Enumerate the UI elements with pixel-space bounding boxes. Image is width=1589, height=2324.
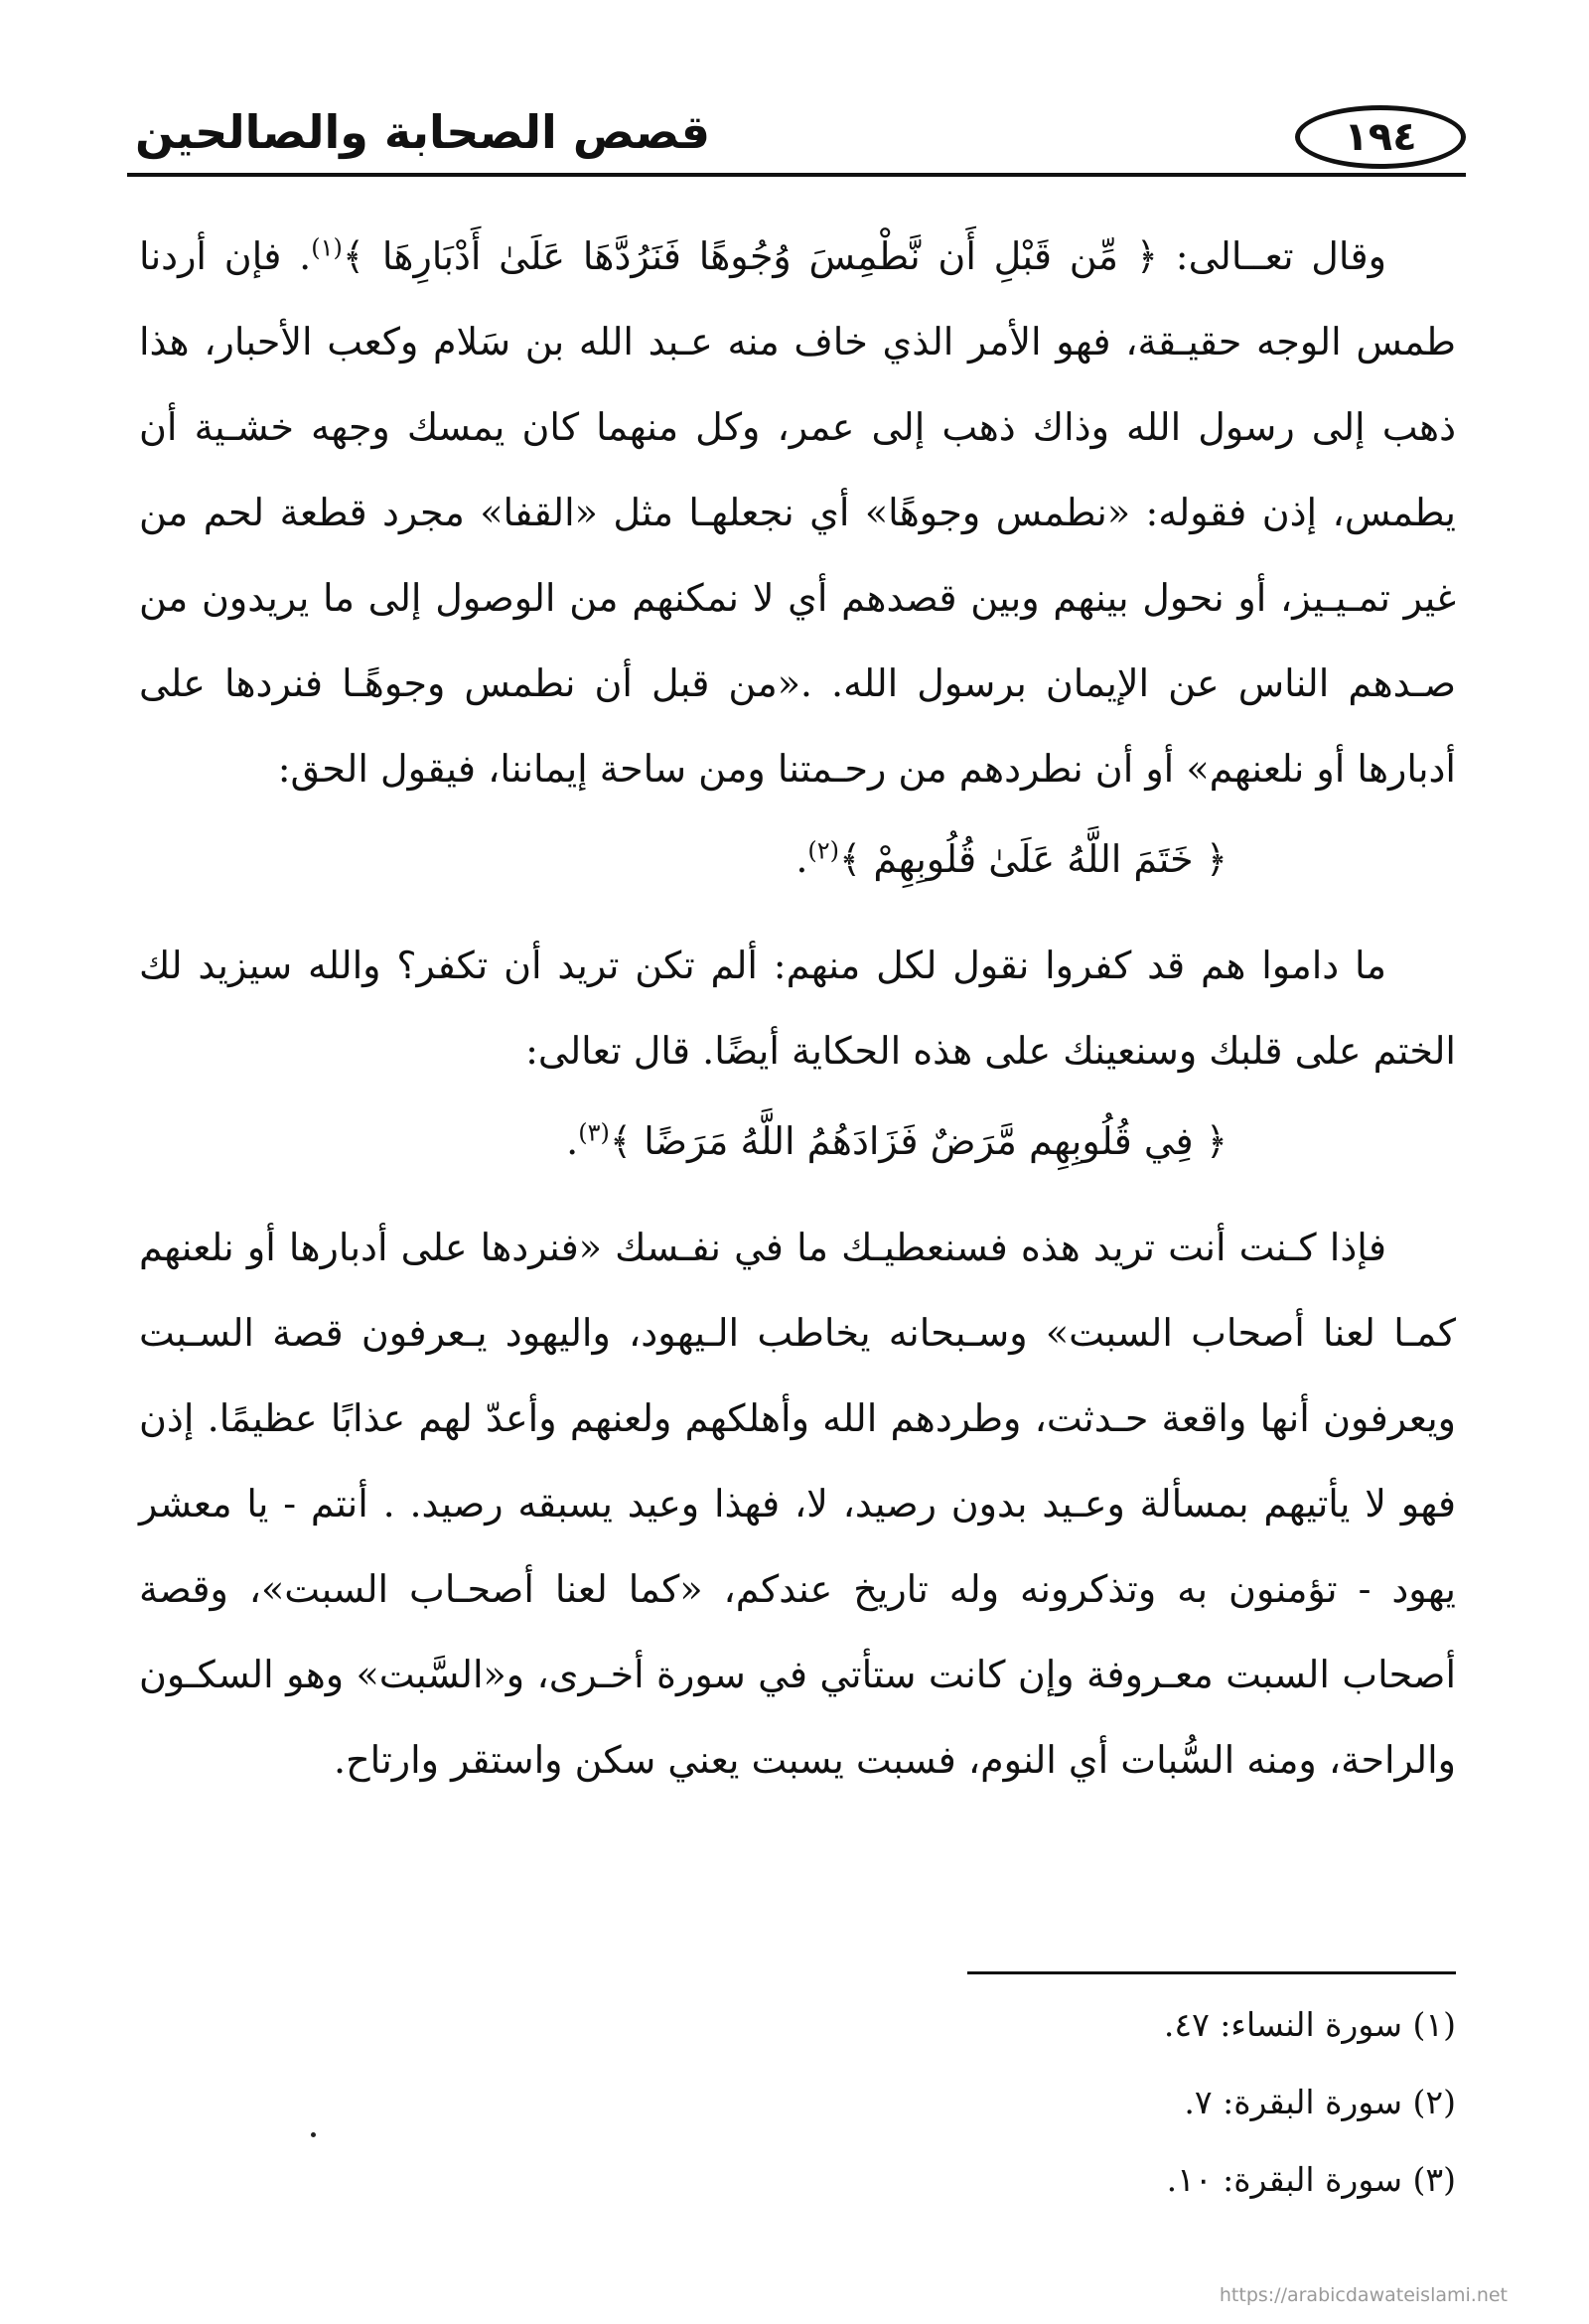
- verse-block-2: [139, 1101, 1456, 1181]
- footnotes: [661, 1986, 1456, 2219]
- running-book-title: قصص الصحابة والصالحين: [135, 105, 711, 159]
- verse-1-period: .: [795, 837, 808, 881]
- verse-1-text: ﴿ خَتَمَ اللَّهُ عَلَىٰ قُلُوبِهِمْ ﴾: [839, 837, 1228, 881]
- page-number-badge: ١٩٤: [1295, 105, 1466, 169]
- quran-quote-1: وقال تعــالى: ﴿ مِّن قَبْلِ أَن نَّطْمِسَ وُجُوهًا فَنَرُدَّهَا عَلَىٰ أَدْبَارِهَا ﴾: [342, 234, 1387, 278]
- main-text: [139, 214, 1456, 1803]
- footnote-ref-3: (٣): [578, 1118, 610, 1147]
- paragraph-1-text: . فإن أردنا طمس الوجه حقيـقة، فهو الأمر الذي خاف منه عـبد الله بن سَلام وكعب الأحبار، هذا ذهب إلى رسول الله وذاك ذهب إلى عمر، وكل منهما كان يمسك وجهه خشـية أن يطمس، إذن فقوله: «نطمس وجوهًا» أي نجعلهـا مثل «القفا» مجرد قطعة لحم من غير تمـيـيز، أو نحول بينهم وبين قصدهم أي لا نمكنهم من الوصول إلى ما يريدون من صـدهم الناس عن الإيمان برسول الله. .«من قبل أن نطمس وجوهًـا فنردها على أدبارها أو نلعنهم» أو أن نطردهم من رحـمتنا ومن ساحة إيماننا، فيقول الحق:: [139, 234, 1456, 791]
- footnote-rule: [967, 1971, 1456, 1974]
- verse-2-period: .: [566, 1119, 579, 1163]
- page-header: [127, 99, 1466, 183]
- scan-speck: [311, 2132, 316, 2137]
- footnote-ref-2: (٢): [807, 836, 840, 865]
- paragraph-3: فإذا كـنت أنت تريد هذه فسنعطيـك ما في نفـسك «فنردها على أدبارها أو نلعنهم كمـا لعنا أصحاب السبت» وسـبحانه يخاطب الـيهود، واليهود يـعرفون قصة السـبت ويعرفون أنها واقعة حـدثت، وطردهم الله وأهلكهم ولعنهم وأعدّ لهم عذابًا عظيمًا. إذن فهو لا يأتيهم بمسألة وعـيد بدون رصيد، لا، فهذا وعيد يسبقه رصيد. . أنتم - يا معشر يهود - تؤمنون به وتذكرونه وله تاريخ عندكم، «كما لعنا أصحـاب السبت»، وقصة أصحاب السبت معـروفة وإن كانت ستأتي في سورة أخـرى، و«السَّبت» وهو السكـون والراحة، ومنه السُّبات أي النوم، فسبت يسبت يعني سكن واستقر وارتاح.: [139, 1226, 1456, 1782]
- source-watermark: https://arabicdawateislami.net: [1219, 2284, 1508, 2306]
- footnote-ref-1: (١): [311, 233, 343, 262]
- paragraph-2: ما داموا هم قد كفروا نقول لكل منهم: ألم تكن تريد أن تكفر؟ والله سيزيد لك الختم على قلبك وسنعينك على هذه الحكاية أيضًا. قال تعالى:: [139, 944, 1456, 1073]
- verse-2-text: ﴿ فِي قُلُوبِهِم مَّرَضٌ فَزَادَهُمُ اللَّهُ مَرَضًا ﴾: [609, 1119, 1228, 1163]
- paragraph-1: [139, 214, 1456, 811]
- verse-block-1: [139, 819, 1456, 899]
- footnote-2: (٢) سورة البقرة: ٧.: [1184, 2083, 1456, 2121]
- footnote-3: (٣) سورة البقرة: ١٠.: [1166, 2160, 1456, 2199]
- header-rule: [127, 173, 1466, 177]
- footnote-1: (١) سورة النساء: ٤٧.: [1163, 2005, 1456, 2044]
